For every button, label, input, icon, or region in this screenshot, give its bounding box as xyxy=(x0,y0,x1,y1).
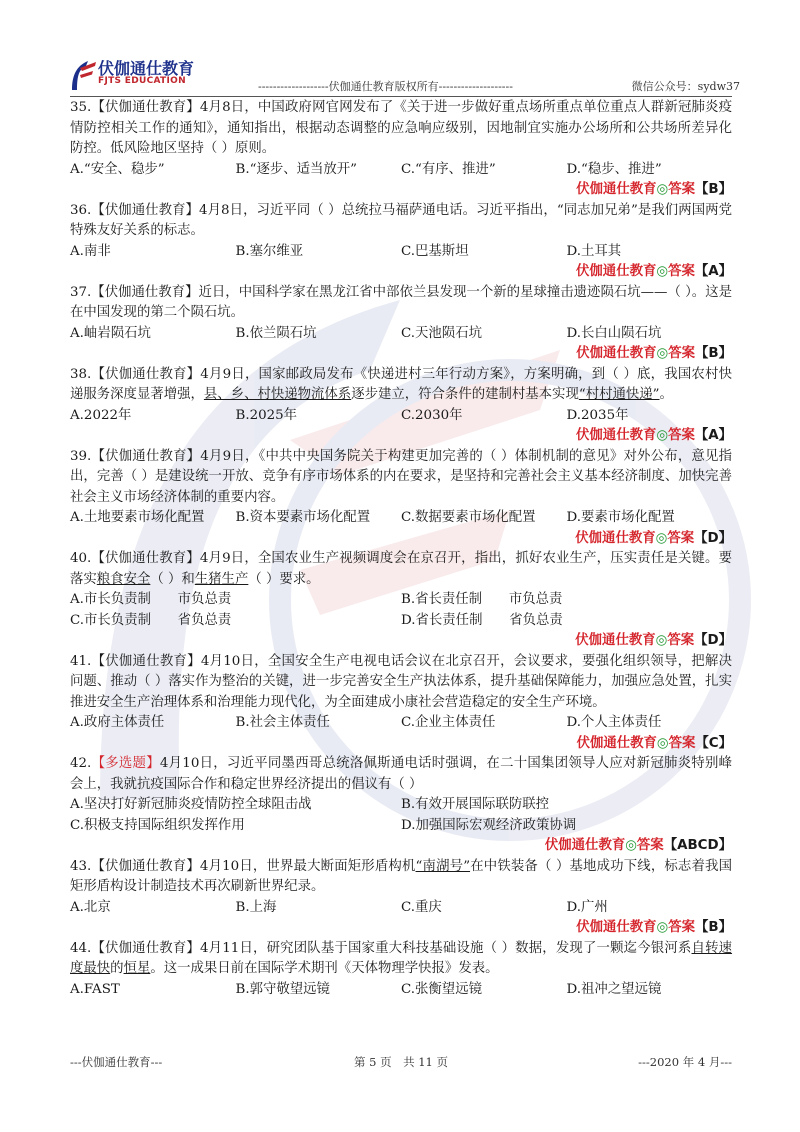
answer-line: 伏伽通仕教育◎答案【C】 xyxy=(576,735,732,751)
options xyxy=(70,590,732,631)
option-c: C.“有序、推进” xyxy=(401,161,496,177)
options xyxy=(70,898,732,919)
question-text: 41.【伏伽通仕教育】4月10日，全国安全生产电视电话会议在北京召开，会议要求，要强化组织领导，把解决问题、推动（ ）落实作为整治的关键，进一步完善安全生产执法体系，提升基础保障能力，加强应急处置，扎实推进安全生产治理体系和治理能力现代化，为全面建成小康社会营造稳定的安全生产环境。 xyxy=(70,653,732,710)
option-a: A.FAST xyxy=(70,981,120,997)
question-37 xyxy=(70,283,732,365)
question-text: 39.【伏伽通仕教育】4月9日，《中共中央国务院关于构建更加完善的（ ）体制机制的意见》对外公布，意见指出，完善（ ）是建设统一开放、竞争有序市场体系的内在要求，是坚持和完善社会主义基本经济制度、加快完善社会主义市场经济体制的重要内容。 xyxy=(70,448,733,505)
question-text: 44.【伏伽通仕教育】4月11日，研究团队基于国家重大科技基础设施（ ）数据，发现了一颗迄今银河系自转速度最快的恒星。这一成果日前在国际学术期刊《天体物理学快报》发表。 xyxy=(70,940,733,976)
option-c: C.市长负责制 省负总责 xyxy=(70,612,232,628)
brand-logo xyxy=(70,56,210,96)
answer-line: 伏伽通仕教育◎答案【A】 xyxy=(576,264,732,279)
question-list xyxy=(70,98,732,1000)
option-d: D.土耳其 xyxy=(566,243,622,259)
footer-brand: ---伏伽通仕教育--- xyxy=(70,1055,163,1069)
answer-line: 伏伽通仕教育◎答案【B】 xyxy=(576,346,732,361)
answer-line: 伏伽通仕教育◎答案【B】 xyxy=(576,920,732,935)
option-c: C.2030年 xyxy=(401,407,463,423)
question-text: 43.【伏伽通仕教育】4月10日，世界最大断面矩形盾构机“南湖号”在中铁装备（ ）基地成功下线，标志着我国矩形盾构设计制造技术再次刷新世界纪录。 xyxy=(70,858,732,894)
option-d: D.2035年 xyxy=(566,407,629,423)
option-b: B.上海 xyxy=(235,899,277,915)
answer-line: 伏伽通仕教育◎答案【A】 xyxy=(576,428,732,443)
option-c: C.张衡望远镜 xyxy=(401,981,482,997)
question-text: 37.【伏伽通仕教育】近日，中国科学家在黑龙江省中部依兰县发现一个新的星球撞击遗迹陨石坑——（ ）。这是在中国发现的第二个陨石坑。 xyxy=(70,284,732,320)
option-a: A.北京 xyxy=(70,899,111,915)
question-text: 40.【伏伽通仕教育】4月9日，全国农业生产视频调度会在京召开，指出，抓好农业生产，压实责任是关键。要落实粮食安全（ ）和生猪生产（ ）要求。 xyxy=(70,551,733,587)
option-d: D.祖冲之望远镜 xyxy=(566,981,662,997)
option-d: D.长白山陨石坑 xyxy=(566,325,662,341)
answer-line: 伏伽通仕教育◎答案【D】 xyxy=(575,633,732,648)
page-header xyxy=(70,56,740,96)
options xyxy=(70,980,732,1001)
option-b: B.社会主体责任 xyxy=(235,715,330,730)
options xyxy=(70,406,732,427)
option-c: C.企业主体责任 xyxy=(401,715,496,730)
answer-line: 伏伽通仕教育◎答案【ABCD】 xyxy=(544,838,732,853)
question-40 xyxy=(70,549,732,652)
option-b: B.“逐步、适当放开” xyxy=(235,161,358,177)
option-a: A.南非 xyxy=(70,243,111,259)
logo-chinese-name: 伏伽通仕教育 xyxy=(98,59,195,78)
question-text: 42.【多选题】4月10日，习近平同墨西哥总统洛佩斯通电话时强调，在二十国集团领导人应对新冠肺炎特别峰会上，我就抗疫国际合作和稳定世界经济提出的倡议有（ ） xyxy=(70,756,732,792)
option-b: B.2025年 xyxy=(235,407,298,423)
question-text: 36.【伏伽通仕教育】4月8日，习近平同（ ）总统拉马福萨通电话。习近平指出，“同志加兄弟”是我们两国两党特殊友好关系的标志。 xyxy=(70,202,733,238)
option-a: A.岫岩陨石坑 xyxy=(70,325,151,341)
option-d: D.广州 xyxy=(566,899,608,915)
option-d: D.个人主体责任 xyxy=(566,715,662,730)
option-a: A.2022年 xyxy=(70,407,132,423)
option-b: B.有效开展国际联防联控 xyxy=(401,797,550,812)
option-b: B.郭守敬望远镜 xyxy=(235,981,330,997)
question-42 xyxy=(70,754,732,857)
options xyxy=(70,324,732,345)
header-divider xyxy=(70,96,732,97)
option-b: B.依兰陨石坑 xyxy=(235,325,317,341)
answer-line: 伏伽通仕教育◎答案【D】 xyxy=(575,530,732,546)
options xyxy=(70,242,732,263)
option-c: C.巴基斯坦 xyxy=(401,243,469,259)
option-a: A.“安全、稳步” xyxy=(70,161,165,177)
question-44 xyxy=(70,939,732,1001)
footer-date: ---2020 年 4 月--- xyxy=(638,1055,732,1069)
option-c: C.天池陨石坑 xyxy=(401,325,482,341)
option-a: A.市长负责制 市负总责 xyxy=(70,592,232,607)
option-c: C.积极支持国际组织发挥作用 xyxy=(70,817,245,833)
option-b: B.资本要素市场化配置 xyxy=(235,510,371,525)
option-d: D.省长责任制 省负总责 xyxy=(401,612,563,628)
question-43 xyxy=(70,857,732,939)
wechat-account: 微信公众号：sydw37 xyxy=(631,80,740,93)
answer-line: 伏伽通仕教育◎答案【B】 xyxy=(576,182,732,197)
question-text: 35.【伏伽通仕教育】4月8日，中国政府网官网发布了《关于进一步做好重点场所重点单位重点人群新冠肺炎疫情防控相关工作的通知》，通知指出，根据动态调整的应急响应级别，因地制宜实施办公场所和公共场所差异化防控。低风险地区坚持（ ）原则。 xyxy=(70,100,733,156)
logo-english-name: FJTS EDUCATION xyxy=(98,76,186,86)
option-c: C.数据要素市场化配置 xyxy=(401,510,536,525)
question-41 xyxy=(70,652,732,755)
options xyxy=(70,160,732,181)
question-38 xyxy=(70,365,732,447)
multi-choice-tag: 【多选题】 xyxy=(91,756,160,771)
option-a: A.坚决打好新冠肺炎疫情防控全球阻击战 xyxy=(70,797,312,812)
option-d: D.“稳步、推进” xyxy=(566,161,662,177)
logo-mark-icon xyxy=(70,58,98,92)
options xyxy=(70,713,732,734)
page-footer xyxy=(70,1054,732,1074)
question-text: 38.【伏伽通仕教育】4月9日，国家邮政局发布《快递进村三年行动方案》，方案明确，到（ ）底，我国农村快递服务深度显著增强，县、乡、村快递物流体系逐步建立，符合条件的建制村基本实现“村村通快递”。 xyxy=(70,366,733,402)
option-b: B.塞尔维亚 xyxy=(235,243,304,259)
question-36 xyxy=(70,201,732,283)
option-d: D.加强国际宏观经济政策协调 xyxy=(401,817,577,833)
option-d: D.要素市场化配置 xyxy=(566,510,675,525)
options xyxy=(70,508,732,529)
question-39 xyxy=(70,447,732,550)
option-a: A.政府主体责任 xyxy=(70,715,165,730)
copyright-line: -------------------伏伽通仕教育版权所有-------------------- xyxy=(258,80,513,93)
option-c: C.重庆 xyxy=(401,899,442,915)
option-b: B.省长责任制 市负总责 xyxy=(401,592,563,607)
options xyxy=(70,795,732,836)
page-number: 第 5 页 共 11 页 xyxy=(353,1055,449,1069)
option-a: A.土地要素市场化配置 xyxy=(70,510,205,525)
question-35 xyxy=(70,98,732,201)
